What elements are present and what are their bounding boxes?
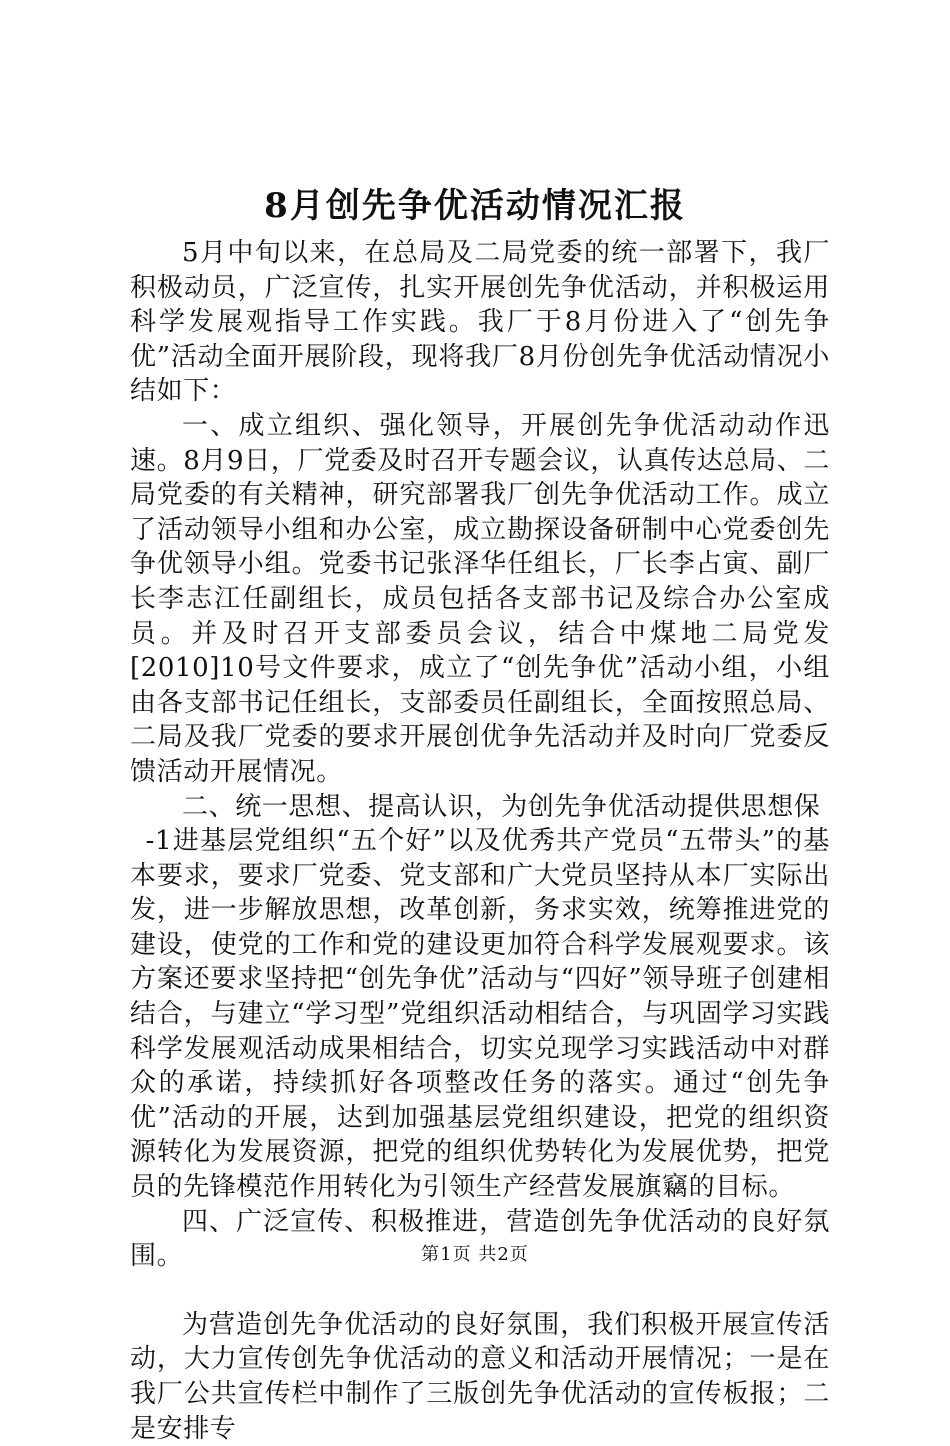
paragraph-section-4-heading: 四、广泛宣传、积极推进，营造创先争优活动的良好氛围。 [130, 1206, 830, 1272]
paragraph-section-2-body: -1进基层党组织“五个好”以及优秀共产党员“五带头”的基本要求，要求厂党委、党支部和广大党员坚持从本厂实际出发，进一步解放思想，改革创新，务求实效，统筹推进党的建设，使党的工作和党的建设更加符合科学发展观要求。该方案还要求坚持把“创先争优”活动与“四好”领导班子创建相结合，与建立“学习型”党组织活动相结合，与巩固学习实践科学发展观活动成果相结合，切实兑现学习实践活动中对群众的承诺，持续抓好各项整改任务的落实。通过“创先争优”活动的开展，达到加强基层党组织建设，把党的组织资源转化为发展资源，把党的组织优势转化为发展优势，把党员的先锋模范作用转化为引领生产经营发展旗竊的目标。 [130, 826, 830, 1203]
document-title: 8月创先争优活动情况汇报 [264, 186, 686, 226]
paragraph-section-4-body: 为营造创先争优活动的良好氛围，我们积极开展宣传活动，大力宣传创先争优活动的意义和活动开展情况；一是在我厂公共宣传栏中制作了三版创先争优活动的宣传板报；二是安排专 [130, 1309, 830, 1444]
paragraph-section-1: 一、成立组织、强化领导，开展创先争优活动动作迅速。8月9日，厂党委及时召开专题会议，认真传达总局、二局党委的有关精神，研究部署我厂创先争优活动工作。成立了活动领导小组和办公室，成立勘探设备研制中心党委创先争优领导小组。党委书记张泽华任组长，厂长李占寅、副厂长李志江任副组长，成员包括各支部书记及综合办公室成员。并及时召开支部委员会议，结合中煤地二局党发[2010]10号文件要求，成立了“创先争优”活动小组，小组由各支部书记任组长，支部委员任副组长，全面按照总局、二局及我厂党委的要求开展创优争先活动并及时向厂党委反馈活动开展情况。 [130, 410, 830, 787]
page-number-footer: 第1页 共2页 [421, 1244, 529, 1265]
paragraph-section-2-heading: 二、统一思想、提高认识，为创先争优活动提供思想保 [182, 791, 821, 822]
paragraph-intro: 5月中旬以来，在总局及二局党委的统一部署下，我厂积极动员，广泛宣传，扎实开展创先争优活动，并积极运用科学发展观指导工作实践。我厂于8月份进入了“创先争优”活动全面开展阶段，现将我厂8月份创先争优活动情况小结如下： [130, 238, 830, 407]
